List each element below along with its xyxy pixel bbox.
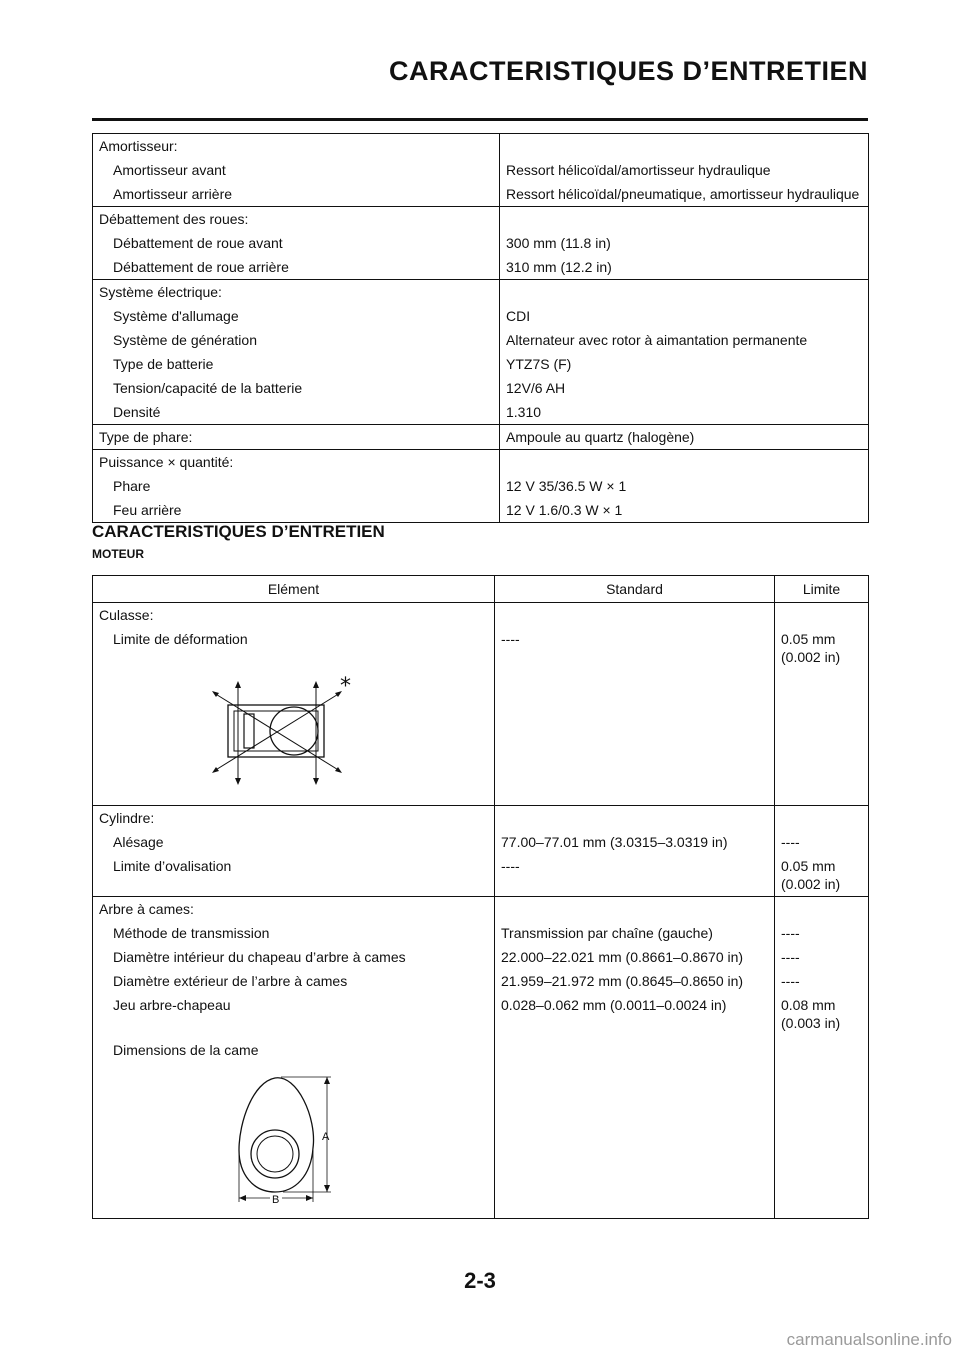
item-label: Alésage — [93, 830, 495, 854]
section-subtitle: MOTEUR — [92, 547, 144, 561]
spec-label: Type de phare: — [93, 425, 500, 450]
spec-value: CDI — [506, 308, 531, 324]
spec-label: Amortisseur arrière — [93, 182, 500, 207]
item-label: Diamètre intérieur du chapeau d’arbre à cames — [93, 945, 495, 969]
item-label: Diamètre extérieur de l’arbre à cames — [93, 969, 495, 993]
spec-table — [92, 133, 869, 523]
spec-row — [93, 280, 869, 305]
spec-value: 310 mm (12.2 in) — [506, 259, 612, 275]
limit-value: 0.05 mm (0.002 in) — [781, 858, 841, 892]
cylinder-head-warpage-figure — [208, 675, 368, 785]
spec-row — [93, 400, 869, 425]
spec-label: Système électrique: — [93, 280, 500, 305]
header-element: Elément — [93, 576, 495, 603]
spec-value: 300 mm (11.8 in) — [506, 235, 611, 251]
item-label: Limite d’ovalisation — [93, 854, 495, 897]
standard-value: 21.959–21.972 mm (0.8645–0.8650 in) — [495, 969, 775, 993]
group-label: Culasse: — [93, 603, 495, 628]
header-rule — [92, 118, 868, 121]
spec-value: 12 V 1.6/0.3 W × 1 — [506, 502, 623, 518]
spec-label: Phare — [93, 474, 500, 498]
spec-label: Densité — [93, 400, 500, 425]
limit-value: ---- — [781, 949, 800, 965]
spec-value — [500, 280, 869, 305]
spec-row — [93, 474, 869, 498]
spec-value: Ressort hélicoïdal/pneumatique, amortisseur hydraulique — [506, 186, 860, 202]
header-standard: Standard — [495, 576, 775, 603]
item-label: Dimensions de la came — [93, 1035, 495, 1062]
standard-value: 0.028–0.062 mm (0.0011–0.0024 in) — [495, 993, 775, 1035]
dimension-a-label: A — [322, 1131, 330, 1143]
standard-value: 22.000–22.021 mm (0.8661–0.8670 in) — [495, 945, 775, 969]
page-number: 2-3 — [464, 1268, 496, 1293]
spec-row — [93, 498, 869, 523]
spec-row — [93, 158, 869, 182]
spec-value — [500, 207, 869, 232]
spec-label: Système de génération — [93, 328, 500, 352]
spec-row — [93, 304, 869, 328]
spec-row — [93, 328, 869, 352]
spec-row — [93, 376, 869, 400]
spec-label: Débattement de roue arrière — [93, 255, 500, 280]
spec-label: Amortisseur avant — [93, 158, 500, 182]
spec-row — [93, 182, 869, 207]
spec-value: YTZ7S (F) — [506, 356, 572, 372]
limit-value: 0.08 mm (0.003 in) — [781, 997, 841, 1031]
spec-value: 12 V 35/36.5 W × 1 — [506, 478, 627, 494]
figure-mark: * — [340, 675, 351, 699]
limit-value: 0.05 mm (0.002 in) — [781, 631, 841, 665]
cam-dimensions-figure — [233, 1066, 353, 1206]
group-label: Cylindre: — [93, 806, 495, 831]
cylinder-head-figure-cell — [93, 669, 495, 806]
item-label: Limite de déformation — [93, 627, 495, 669]
limit-value: ---- — [781, 834, 800, 850]
spec-value: 1.310 — [506, 404, 542, 420]
spec-label: Feu arrière — [93, 498, 500, 523]
spec-row — [93, 134, 869, 159]
watermark: carmanualsonline.info — [786, 1330, 952, 1349]
spec-value: Ressort hélicoïdal/amortisseur hydraulique — [506, 162, 771, 178]
item-label: Méthode de transmission — [93, 921, 495, 945]
spec-value: Ampoule au quartz (halogène) — [500, 425, 869, 450]
standard-value: Transmission par chaîne (gauche) — [495, 921, 775, 945]
spec-row — [93, 231, 869, 255]
limit-value: ---- — [781, 973, 800, 989]
spec-value — [500, 450, 869, 475]
cam-dimensions-figure-cell — [93, 1062, 495, 1219]
group-label: Arbre à cames: — [93, 897, 495, 922]
spec-label: Amortisseur: — [93, 134, 500, 159]
dimension-b-label: B — [272, 1194, 280, 1206]
page-header-title: CARACTERISTIQUES D’ENTRETIEN — [388, 56, 868, 86]
spec-value: Alternateur avec rotor à aimantation permanente — [506, 332, 808, 348]
engine-table — [92, 575, 869, 1219]
standard-value: 77.00–77.01 mm (3.0315–3.0319 in) — [495, 830, 775, 854]
standard-value: ---- — [495, 627, 775, 669]
spec-value — [500, 134, 869, 159]
section-title: CARACTERISTIQUES D’ENTRETIEN — [92, 522, 385, 541]
spec-label: Système d'allumage — [93, 304, 500, 328]
spec-row — [93, 425, 869, 450]
spec-label: Tension/capacité de la batterie — [93, 376, 500, 400]
spec-row — [93, 450, 869, 475]
standard-value: ---- — [495, 854, 775, 897]
spec-row — [93, 255, 869, 280]
spec-label: Débattement de roue avant — [93, 231, 500, 255]
spec-label: Puissance × quantité: — [93, 450, 500, 475]
spec-label: Débattement des roues: — [93, 207, 500, 232]
limit-value: ---- — [781, 925, 800, 941]
header-limit: Limite — [775, 576, 869, 603]
spec-row — [93, 352, 869, 376]
spec-label: Type de batterie — [93, 352, 500, 376]
spec-value: 12V/6 AH — [506, 380, 566, 396]
spec-row — [93, 207, 869, 232]
item-label: Jeu arbre-chapeau — [93, 993, 495, 1035]
